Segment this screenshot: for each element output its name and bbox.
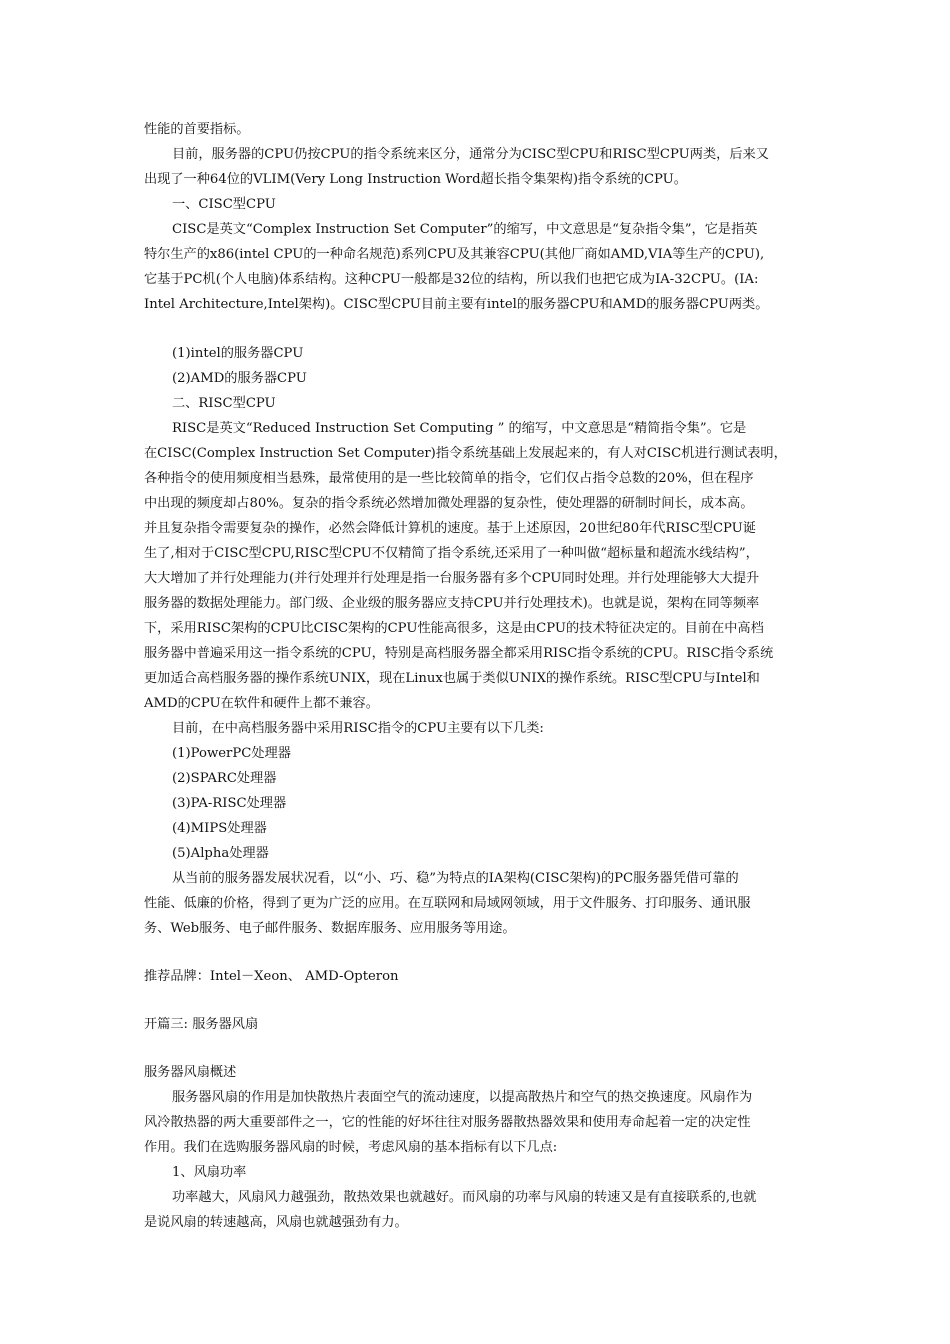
paragraph-line: 目前，服务器的CPU仍按CPU的指令系统来区分，通常分为CISC型CPU和RISC型CPU两类，后来又 — [172, 147, 769, 162]
paragraph-line: 出现了一种64位的VLIM(Very Long Instruction Word超长指令集架构)指令系统的CPU。 — [144, 172, 687, 187]
list-item: (1)intel的服务器CPU — [172, 346, 304, 361]
blank-line — [144, 317, 820, 341]
paragraph-line: 并且复杂指令需要复杂的操作，必然会降低计算机的速度。基于上述原因，20世纪80年代RISC型CPU诞 — [144, 521, 756, 536]
paragraph-line: Intel Architecture,Intel架构)。CISC型CPU目前主要有intel的服务器CPU和AMD的服务器CPU两类。 — [144, 297, 769, 312]
fan-power-heading: 1、风扇功率 — [172, 1165, 247, 1180]
list-item: (4)MIPS处理器 — [172, 821, 267, 836]
paragraph-line: 特尔生产的x86(intel CPU的一种命名规范)系列CPU及其兼容CPU(其他厂商如AMD,VIA等生产的CPU), — [144, 247, 765, 262]
section-heading-cisc: 一、CISC型CPU — [172, 197, 276, 212]
list-item: (2)SPARC处理器 — [172, 771, 277, 786]
list-item: (3)PA-RISC处理器 — [172, 796, 287, 811]
paragraph-line: RISC是英文“Reduced Instruction Set Computing ” 的缩写，中文意思是“精简指令集”。它是 — [172, 421, 747, 436]
paragraph-line: 生了,相对于CISC型CPU,RISC型CPU不仅精简了指令系统,还采用了一种叫做“超标量和超流水线结构”， — [144, 546, 759, 561]
paragraph-line: 服务器中普遍采用这一指令系统的CPU，特别是高档服务器全都采用RISC指令系统的CPU。RISC指令系统 — [144, 646, 774, 661]
paragraph-line: 更加适合高档服务器的操作系统UNIX，现在Linux也属于类似UNIX的操作系统。RISC型CPU与Intel和 — [144, 671, 760, 686]
fan-overview-heading: 服务器风扇概述 — [144, 1065, 237, 1080]
paragraph-line: 作用。我们在选购服务器风扇的时候，考虑风扇的基本指标有以下几点: — [144, 1140, 558, 1155]
paragraph-line: 风冷散热器的两大重要部件之一，它的性能的好坏往往对服务器散热器效果和使用寿命起着一定的决定性 — [144, 1115, 751, 1130]
blank-line — [144, 1037, 820, 1060]
section-heading-risc: 二、RISC型CPU — [172, 396, 276, 411]
paragraph-line: 下，采用RISC架构的CPU比CISC架构的CPU性能高很多，这是由CPU的技术特征决定的。目前在中高档 — [144, 621, 764, 636]
paragraph-line: 性能的首要指标。 — [144, 122, 250, 137]
document-page — [144, 117, 820, 1235]
paragraph-line: 性能、低廉的价格，得到了更为广泛的应用。在互联网和局域网领域，用于文件服务、打印服务、通讯服 — [144, 896, 751, 911]
section-title-fan: 开篇三: 服务器风扇 — [144, 1017, 259, 1032]
paragraph-line: 服务器风扇的作用是加快散热片表面空气的流动速度，以提高散热片和空气的热交换速度。风扇作为 — [172, 1090, 753, 1105]
paragraph-line: CISC是英文“Complex Instruction Set Computer”的缩写，中文意思是“复杂指令集”，它是指英 — [172, 222, 758, 237]
paragraph-line: 在CISC(Complex Instruction Set Computer)指令系统基础上发展起来的，有人对CISC机进行测试表明， — [144, 446, 787, 461]
paragraph-line: 功率越大，风扇风力越强劲，散热效果也就越好。而风扇的功率与风扇的转速又是有直接联系的,也就 — [172, 1190, 757, 1205]
blank-line — [144, 989, 820, 1012]
paragraph-line: 它基于PC机(个人电脑)体系结构。这种CPU一般都是32位的结构，所以我们也把它成为IA-32CPU。(IA: — [144, 272, 759, 287]
paragraph-line: 服务器的数据处理能力。部门级、企业级的服务器应支持CPU并行处理技术)。也就是说，架构在同等频率 — [144, 596, 760, 611]
list-item: (2)AMD的服务器CPU — [172, 371, 307, 386]
paragraph-line: 目前，在中高档服务器中采用RISC指令的CPU主要有以下几类: — [172, 721, 544, 736]
paragraph-line: 务、Web服务、电子邮件服务、数据库服务、应用服务等用途。 — [144, 921, 516, 936]
blank-line — [144, 941, 820, 964]
paragraph-line: AMD的CPU在软件和硬件上都不兼容。 — [144, 696, 379, 711]
paragraph-line: 是说风扇的转速越高，风扇也就越强劲有力。 — [144, 1215, 408, 1230]
paragraph-line: 各种指令的使用频度相当悬殊，最常使用的是一些比较简单的指令，它们仅占指令总数的20%，但在程序 — [144, 471, 754, 486]
list-item: (5)Alpha处理器 — [172, 846, 269, 861]
recommended-brands: 推荐品牌：Intel－Xeon、 AMD-Opteron — [144, 969, 399, 984]
paragraph-line: 大大增加了并行处理能力(并行处理并行处理是指一台服务器有多个CPU同时处理。并行处理能够大大提升 — [144, 571, 760, 586]
paragraph-line: 中出现的频度却占80%。复杂的指令系统必然增加微处理器的复杂性，使处理器的研制时间长，成本高。 — [144, 496, 754, 511]
paragraph-line: 从当前的服务器发展状况看，以“小、巧、稳”为特点的IA架构(CISC架构)的PC服务器凭借可靠的 — [172, 871, 739, 886]
list-item: (1)PowerPC处理器 — [172, 746, 291, 761]
